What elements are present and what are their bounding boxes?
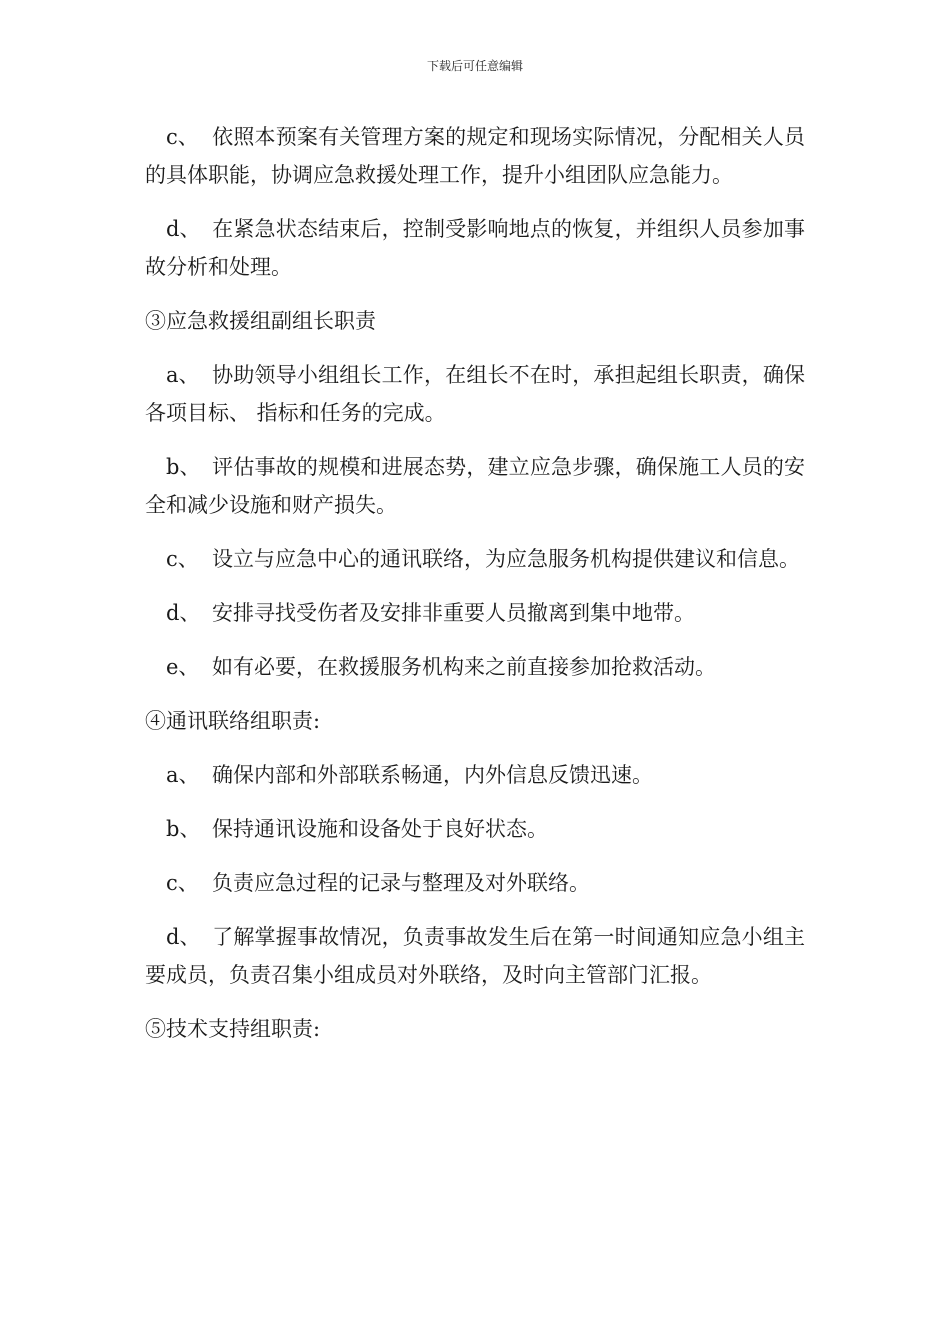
paragraph-text: 安排寻找受伤者及安排非重要人员撤离到集中地带。	[212, 601, 695, 625]
list-marker: d、	[166, 217, 201, 241]
paragraph-text: 依照本预案有关管理方案的规定和现场实际情况，分配相关人员的具体职能，协调应急救援处理工作，提升小组团队应急能力。	[145, 125, 805, 187]
paragraph-item	[145, 540, 805, 578]
paragraph-item	[145, 210, 805, 286]
paragraph-text: 协助领导小组组长工作，在组长不在时，承担起组长职责，确保各项目标、 指标和任务的完成。	[145, 363, 805, 425]
list-marker: b、	[166, 455, 201, 479]
list-marker: a、	[166, 363, 200, 387]
paragraph-item	[145, 756, 805, 794]
paragraph-text: 了解掌握事故情况，负责事故发生后在第一时间通知应急小组主要成员，负责召集小组成员对外联络，及时向主管部门汇报。	[145, 925, 805, 987]
list-marker: e、	[166, 655, 200, 679]
paragraph-item	[145, 648, 805, 686]
paragraph-item	[145, 448, 805, 524]
section-heading: ④通讯联络组职责:	[145, 709, 321, 733]
paragraph-text: 确保内部和外部联系畅通，内外信息反馈迅速。	[212, 763, 653, 787]
paragraph-item	[145, 810, 805, 848]
paragraph-text: 在紧急状态结束后，控制受影响地点的恢复，并组织人员参加事故分析和处理。	[145, 217, 805, 279]
list-marker: c、	[166, 125, 199, 149]
page-header: 下载后可任意编辑	[426, 59, 523, 73]
paragraph-item	[145, 356, 805, 432]
paragraph-item	[145, 118, 805, 194]
paragraph-item	[145, 918, 805, 994]
paragraph-text: 负责应急过程的记录与整理及对外联络。	[212, 871, 590, 895]
section-heading: ⑤技术支持组职责:	[145, 1017, 321, 1041]
paragraph-text: 设立与应急中心的通讯联络，为应急服务机构提供建议和信息。	[212, 547, 800, 571]
list-marker: b、	[166, 817, 201, 841]
document-body	[145, 118, 805, 1064]
paragraph-item	[145, 594, 805, 632]
list-marker: d、	[166, 925, 201, 949]
list-marker: a、	[166, 763, 200, 787]
paragraph-item	[145, 864, 805, 902]
paragraph-text: 如有必要，在救援服务机构来之前直接参加抢救活动。	[212, 655, 716, 679]
paragraph-text: 评估事故的规模和进展态势，建立应急步骤，确保施工人员的安全和减少设施和财产损失。	[145, 455, 805, 517]
section-heading: ③应急救援组副组长职责	[145, 309, 376, 333]
list-marker: c、	[166, 871, 199, 895]
list-marker: d、	[166, 601, 201, 625]
list-marker: c、	[166, 547, 199, 571]
paragraph-text: 保持通讯设施和设备处于良好状态。	[212, 817, 548, 841]
